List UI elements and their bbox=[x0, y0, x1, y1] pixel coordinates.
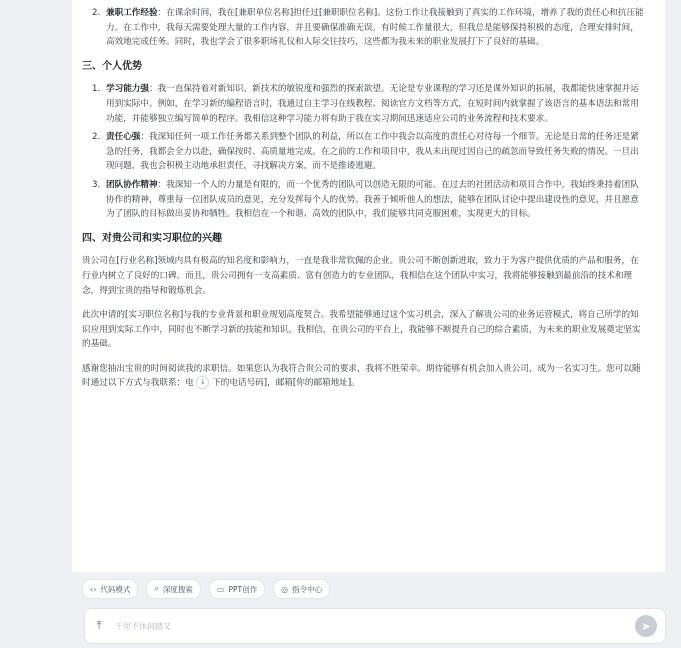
section-heading: 三、个人优势 bbox=[82, 60, 142, 72]
item-heading: 学习能力强 bbox=[106, 84, 149, 95]
item-text: 我深知一个人的力量是有限的，而一个优秀的团队可以创造无限的可能。在过去的社团活动和项目合作中，我始终秉持着团队协作的精神，尊重每一位团队成员的意见，充分发挥每个人的优势。我善于倾听他人的想法，能够在团队讨论中提出建设性的意见，并且愿意为了团队的目标做出妥协和牺牲。我相信在一个和谐、高效的团队中，我们能够共同克服困难，实现更大的目标。 bbox=[106, 179, 639, 220]
chip-label: 深度搜索 bbox=[162, 584, 193, 594]
paragraph-text: 下的电话号码]，邮箱[你的邮箱地址]。 bbox=[212, 378, 360, 389]
message-input-bar bbox=[84, 608, 666, 644]
response-card bbox=[72, 0, 665, 572]
code-icon: ‹› bbox=[90, 584, 97, 594]
list-number: 3. bbox=[92, 179, 101, 190]
message-input[interactable] bbox=[113, 621, 635, 632]
chip-label: 指令中心 bbox=[292, 584, 323, 594]
mode-toolbar bbox=[82, 578, 482, 600]
upload-icon[interactable]: ⤒ bbox=[96, 619, 102, 632]
list-item: 2. 责任心强：我深知任何一项工作任务都关系到整个团队的利益，所以在工作中我会以高度的责任心对待每一个细节。无论是日常的任务还是紧急的任务，我都会全力以赴，确保按时、高质量地完成。在之前的工作和项目中，我从未出现过因自己的疏忽而导致任务失败的情况。一旦出现问题，我也会积极主动地承担责任，寻找解决方案，而不是推诿逃避。 bbox=[92, 132, 639, 172]
item-text: 我一直保持着对新知识、新技术的敏锐度和强烈的探索欲望。无论是专业课程的学习还是课外知识的拓展，我都能快速掌握并运用到实际中。例如，在学习新的编程语言时，我通过自主学习在线教程、阅读官方文档等方式，在短时间内就掌握了该语言的基本语法和常用功能，并能够独立编写简单的程序。我相信这种学习能力将有助于我在实习期间迅速适应公司的业务流程和技术要求。 bbox=[106, 84, 639, 124]
item-heading: 兼职工作经验 bbox=[106, 8, 158, 18]
deep-search-button[interactable] bbox=[146, 579, 200, 599]
send-icon: ➤ bbox=[641, 619, 651, 633]
section-heading: 四、对贵公司和实习职位的兴趣 bbox=[82, 232, 222, 244]
list-number: 2. bbox=[92, 132, 101, 143]
chip-label: PPT创作 bbox=[228, 584, 258, 594]
code-mode-button[interactable] bbox=[82, 579, 138, 599]
paragraph: 此次申请的[实习职位名称]与我的专业背景和职业规划高度契合。我希望能够通过这个实习机会，深入了解贵公司的业务运营模式，将自己所学的知识应用到实际工作中，同时也不断学习新的技能和知识。我相信，在贵公司的平台上，我能够不断提升自己的综合素质，为未来的职业发展奠定坚实的基础。 bbox=[82, 310, 641, 350]
paragraph bbox=[82, 362, 647, 391]
item-text: 我深知任何一项工作任务都关系到整个团队的利益，所以在工作中我会以高度的责任心对待每一个细节。无论是日常的任务还是紧急的任务，我都会全力以赴，确保按时、高质量地完成。在之前的工作和项目中，我从未出现过因自己的疏忽而导致任务失败的情况。一旦出现问题，我也会积极主动地承担责任，寻找解决方案，而不是推诿逃避。 bbox=[106, 132, 639, 172]
chip-label: 代码模式 bbox=[100, 584, 131, 594]
ppt-create-button[interactable] bbox=[209, 579, 265, 599]
list-number: 2. bbox=[92, 8, 101, 18]
list-number: 1. bbox=[92, 84, 101, 95]
paragraph: 贵公司在[行业名称]领域内具有极高的知名度和影响力，一直是我非常钦佩的企业。贵公司不断创新进取，致力于为客户提供优质的产品和服务，在行业内树立了良好的口碑。而且，贵公司拥有一支高素质、富有创造力的专业团队，我相信在这个团队中实习，我将能够接触到最前沿的技术和理念，得到宝贵的指导和锻炼机会。 bbox=[82, 256, 639, 296]
list-item: 3. 团队协作精神：我深知一个人的力量是有限的，而一个优秀的团队可以创造无限的可能。在过去的社团活动和项目合作中，我始终秉持着团队协作的精神，尊重每一位团队成员的意见，充分发挥每个人的优势。我善于倾听他人的想法，能够在团队讨论中提出建设性的意见，并且愿意为了团队的目标做出妥协和牺牲。我相信在一个和谐、高效的团队中，我们能够共同克服困难，实现更大的目标。 bbox=[92, 179, 639, 220]
compass-icon: ◎ bbox=[281, 584, 289, 594]
search-icon: ⌕ bbox=[154, 584, 159, 593]
item-heading: 团队协作精神 bbox=[106, 179, 158, 190]
paragraph-text: 感谢您抽出宝贵的时间阅读我的求职信。如果您认为我符合贵公司的要求，我将不胜荣幸。期待能够有机会加入贵公司，成为一名实习生。您可以随时通过以下方式与我联系：电 bbox=[82, 363, 641, 389]
item-heading: 责任心强 bbox=[106, 132, 141, 143]
list-item: 2. 兼职工作经验：在课余时间，我在[兼职单位名称]担任过[兼职职位名称]。这份工作让我接触到了真实的工作环境，增养了我的责任心和抗压能力。在工作中，我每天需要处理大量的工作内容，并且要确保准确无误。有时候工作量很大，但我总是能够保持积极的态度，合理安排时间，高效地完成任务。同时，我也学会了很多职场礼仪和人际交往技巧，这些都为我未来的职业发展打下了良好的基础。 bbox=[92, 8, 644, 48]
item-text: 在课余时间，我在[兼职单位名称]担任过[兼职职位名称]。这份工作让我接触到了真实的工作环境，增养了我的责任心和抗压能力。在工作中，我每天需要处理大量的工作内容，并且要确保准确无误。有时候工作量很大，但我总是能够保持积极的态度，合理安排时间，高效地完成任务。同时，我也学会了很多职场礼仪和人际交往技巧，这些都为我未来的职业发展打下了良好的基础。 bbox=[106, 8, 644, 48]
list-item: 1. 学习能力强：我一直保持着对新知识、新技术的敏锐度和强烈的探索欲望。无论是专业课程的学习还是课外知识的拓展，我都能快速掌握并运用到实际中。例如，在学习新的编程语言时，我通过自主学习在线教程、阅读官方文档等方式，在短时间内就掌握了该语言的基本语法和常用功能，并能够独立编写简单的程序。我相信这种学习能力将有助于我在实习期间迅速适应公司的业务流程和技术要求。 bbox=[92, 84, 639, 124]
slides-icon: ▭ bbox=[216, 584, 225, 594]
send-button[interactable] bbox=[635, 615, 657, 637]
command-center-button[interactable] bbox=[273, 579, 330, 599]
scroll-down-icon[interactable]: ↓ bbox=[196, 376, 209, 389]
response-content bbox=[82, 6, 647, 401]
